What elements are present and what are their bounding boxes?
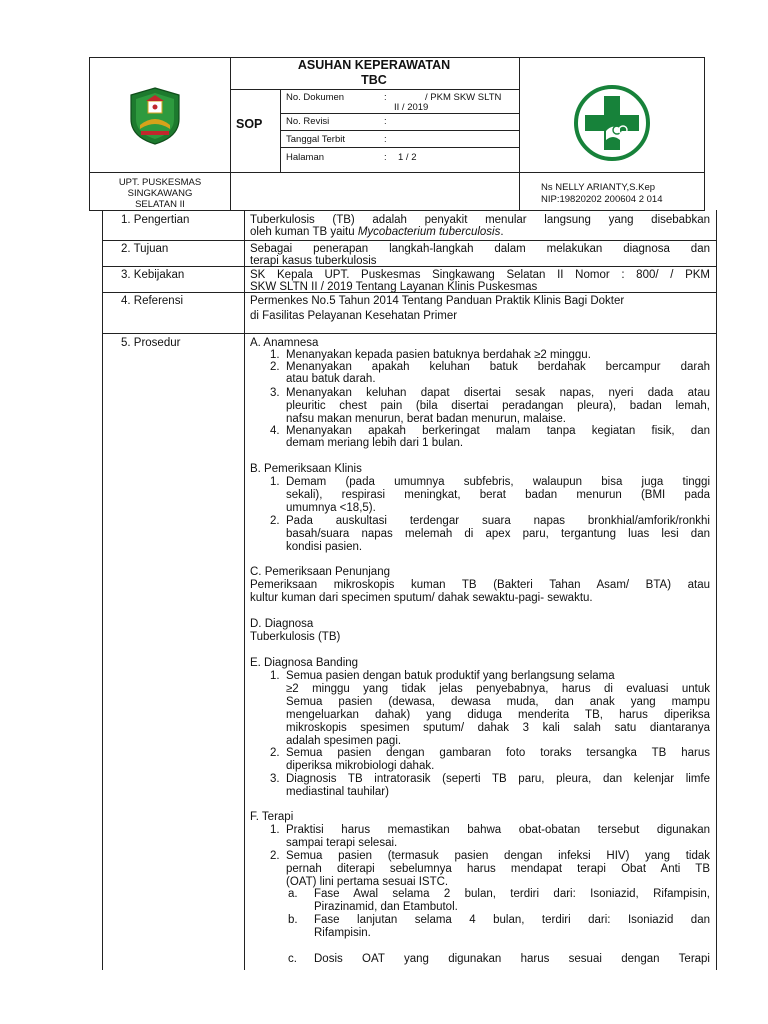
list-item: Diagnosis TB intratorasik (seperti TB paru, pleura, dan kelenjar limfe: [286, 773, 710, 785]
document-title-line1: ASUHAN KEPERAWATAN: [297, 58, 451, 72]
field-value-no-dokumen-2: II / 2019: [394, 102, 429, 113]
list-item-cont: diperiksa mikrobiologi dahak.: [286, 760, 435, 772]
list-item-cont: ≥2 minggu yang tidak jelas penyebabnya, harus di evaluasi untuk: [286, 683, 710, 695]
pengertian-text-2c: .: [500, 226, 504, 238]
sop-label: SOP: [236, 117, 263, 131]
org-name-line3: SELATAN II: [135, 199, 185, 210]
list-number: 1.: [270, 824, 280, 836]
list-item: Menanyakan apakah keluhan batuk berdahak bercampur darah: [286, 361, 710, 373]
pengertian-text: Tuberkulosis (TB) adalah penyakit menular langsung yang disebabkan: [250, 214, 710, 226]
list-item-cont: pleuritic chest pain (bila disertai peradangan pleura), badan lemah,: [286, 400, 710, 412]
list-item: Praktisi harus memastikan bahwa obat-obatan tersebut digunakan: [286, 824, 710, 836]
list-number: 1.: [270, 349, 280, 361]
row-label-tujuan: 2. Tujuan: [121, 243, 169, 255]
list-item-cont: sekali), respirasi meningkat, berat badan menurun (BMI pada: [286, 489, 710, 501]
list-item-cont: demam meriang lebih dari 1 bulan.: [286, 437, 464, 449]
list-item-cont: pernah diterapi sebelumnya harus mendapat terapi Obat Anti TB: [286, 863, 710, 875]
field-label-no-revisi: No. Revisi: [286, 116, 330, 127]
list-item: Menanyakan kepada pasien batuknya berdahak ≥2 minggu.: [286, 349, 591, 361]
field-colon: :: [384, 134, 387, 145]
list-number: 2.: [270, 850, 280, 862]
pengertian-text-2: [250, 226, 504, 239]
row-label-referensi: 4. Referensi: [121, 295, 184, 307]
list-item: Semua pasien dengan batuk produktif yang berlangsung selama: [286, 670, 615, 682]
list-item: Semua pasien (termasuk pasien dengan infeksi HIV) yang tidak: [286, 850, 710, 862]
field-label-halaman: Halaman: [286, 152, 325, 163]
paragraph: Tuberkulosis (TB): [250, 631, 341, 643]
field-colon: :: [384, 92, 387, 103]
list-item-cont: adalah spesimen pagi.: [286, 735, 402, 747]
org-name-line2: SINGKAWANG: [127, 188, 193, 199]
list-item: Menanyakan apakah berkeringat malam tanpa kegiatan fisik, dan: [286, 425, 710, 437]
list-item: Demam (pada umumnya subfebris, walaupun bisa juga tinggi: [286, 476, 710, 488]
pengertian-text-2a: oleh kuman TB yaitu: [250, 226, 358, 238]
org-name-line1: UPT. PUSKESMAS: [118, 177, 202, 188]
list-item-cont: Semua pasien (dewasa, dewasa muda, dan anak yang mampu: [286, 696, 710, 708]
list-subitem: Fase Awal selama 2 bulan, terdiri dari: Isoniazid, Rifampisin,: [314, 888, 710, 900]
section-f-title: F. Terapi: [250, 811, 294, 823]
list-subitem: Dosis OAT yang digunakan harus sesuai dengan Terapi: [314, 953, 710, 965]
list-letter: b.: [288, 914, 298, 926]
list-number: 3.: [270, 387, 280, 399]
regional-seal-logo: [124, 85, 186, 147]
field-label-no-dokumen: No. Dokumen: [286, 92, 345, 103]
list-item-cont: (OAT) lini pertama sesuai ISTC.: [286, 876, 449, 888]
list-number: 1.: [270, 476, 280, 488]
row-label-prosedur: 5. Prosedur: [121, 337, 181, 349]
list-item-cont: atau batuk darah.: [286, 373, 376, 385]
signer-name: Ns NELLY ARIANTY,S.Kep: [541, 182, 656, 193]
referensi-text: Permenkes No.5 Tahun 2014 Tentang Panduan Praktik Klinis Bagi Dokter: [250, 295, 625, 307]
list-letter: a.: [288, 888, 298, 900]
list-subitem: Fase lanjutan selama 4 bulan, terdiri dari: Isoniazid dan: [314, 914, 710, 926]
puskesmas-logo: [573, 84, 651, 162]
section-c-title: C. Pemeriksaan Penunjang: [250, 566, 390, 578]
field-label-tanggal-terbit: Tanggal Terbit: [286, 134, 345, 145]
row-label-pengertian: 1. Pengertian: [121, 214, 190, 226]
section-e-title: E. Diagnosa Banding: [250, 657, 359, 669]
field-value-no-dokumen: / PKM SKW SLTN: [425, 92, 502, 103]
list-number: 1.: [270, 670, 280, 682]
list-number: 2.: [270, 515, 280, 527]
field-colon: :: [384, 152, 387, 163]
paragraph: Pemeriksaan mikroskopis kuman TB (Bakteri Tahan Asam/ BTA) atau: [250, 579, 710, 591]
kebijakan-text: SK Kepala UPT. Puskesmas Singkawang Selatan II Nomor : 800/ / PKM: [250, 269, 710, 281]
list-item-cont: mikroskopis spesimen sputum/ dahak 3 kali salah satu diantaranya: [286, 722, 710, 734]
list-item: Semua pasien dengan gambaran foto toraks tersangka TB harus: [286, 747, 710, 759]
list-subitem-cont: Rifampisin.: [314, 927, 371, 939]
list-number: 2.: [270, 747, 280, 759]
list-number: 3.: [270, 773, 280, 785]
tujuan-text: Sebagai penerapan langkah-langkah dalam melakukan diagnosa dan: [250, 243, 710, 255]
list-subitem-cont: Pirazinamid, dan Etambutol.: [314, 901, 458, 913]
list-item-cont: kondisi pasien.: [286, 541, 363, 553]
field-value-halaman: 1 / 2: [398, 152, 417, 163]
list-item-cont: basah/suara napas melemah di apex paru, tergantung luas lesi dan: [286, 528, 710, 540]
tujuan-text-2: terapi kasus tuberkulosis: [250, 255, 377, 267]
signer-nip: NIP:19820202 200604 2 014: [541, 194, 663, 205]
list-item-cont: sampai terapi selesai.: [286, 837, 398, 849]
kebijakan-text-2: SKW SLTN II / 2019 Tentang Layanan Klinis Puskesmas: [250, 281, 538, 293]
paragraph-cont: kultur kuman dari specimen sputum/ dahak sewaktu-pagi- sewaktu.: [250, 592, 593, 604]
list-item: Pada auskultasi terdengar suara napas bronkhial/amforik/ronkhi: [286, 515, 710, 527]
section-d-title: D. Diagnosa: [250, 618, 314, 630]
list-number: 2.: [270, 361, 280, 373]
field-colon: :: [384, 116, 387, 127]
list-item: Menanyakan keluhan dapat disertai sesak napas, nyeri dada atau: [286, 387, 710, 399]
referensi-text-2: di Fasilitas Pelayanan Kesehatan Primer: [250, 310, 458, 322]
list-number: 4.: [270, 425, 280, 437]
list-item-cont: nafsu makan menurun, berat badan menurun, malaise.: [286, 413, 566, 425]
list-item-cont: mediastinal tauhilar): [286, 786, 389, 798]
document-title-line2: TBC: [361, 73, 387, 87]
list-letter: c.: [288, 953, 297, 965]
pengertian-species: Mycobacterium tuberculosis: [357, 226, 501, 238]
section-a-title: A. Anamnesa: [250, 337, 319, 349]
list-item-cont: mengeluarkan dahak) yang diduga menderita TB, harus diperiksa: [286, 709, 710, 721]
list-item-cont: umumnya <18,5).: [286, 502, 376, 514]
row-label-kebijakan: 3. Kebijakan: [121, 269, 185, 281]
section-b-title: B. Pemeriksaan Klinis: [250, 463, 362, 475]
